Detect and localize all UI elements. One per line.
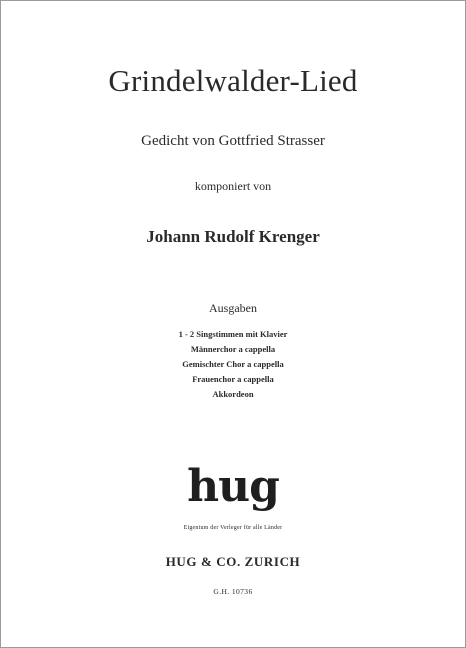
edition-item: Akkordeon	[212, 389, 254, 399]
rights-notice: Eigentum der Verleger für alle Länder	[183, 525, 283, 531]
catalog-number: G.H. 10736	[213, 587, 253, 596]
editions-heading: Ausgaben	[209, 301, 257, 315]
edition-item: Männerchor a cappella	[190, 344, 276, 354]
poem-credit: Gedicht von Gottfried Strasser	[141, 133, 325, 149]
editions-list	[1, 327, 465, 402]
composer-name: Johann Rudolf Krenger	[146, 227, 320, 246]
edition-item: Frauenchor a cappella	[192, 374, 274, 384]
composed-by-label: komponiert von	[194, 179, 272, 193]
page-title: Grindelwalder-Lied	[108, 63, 358, 98]
publisher-name: HUG & CO. ZURICH	[165, 554, 301, 569]
hug-logo-mark: hug	[187, 461, 279, 512]
edition-item: 1 - 2 Singstimmen mit Klavier	[178, 329, 288, 339]
publisher-logo	[1, 461, 465, 512]
edition-item: Gemischter Chor a cappella	[182, 359, 284, 369]
